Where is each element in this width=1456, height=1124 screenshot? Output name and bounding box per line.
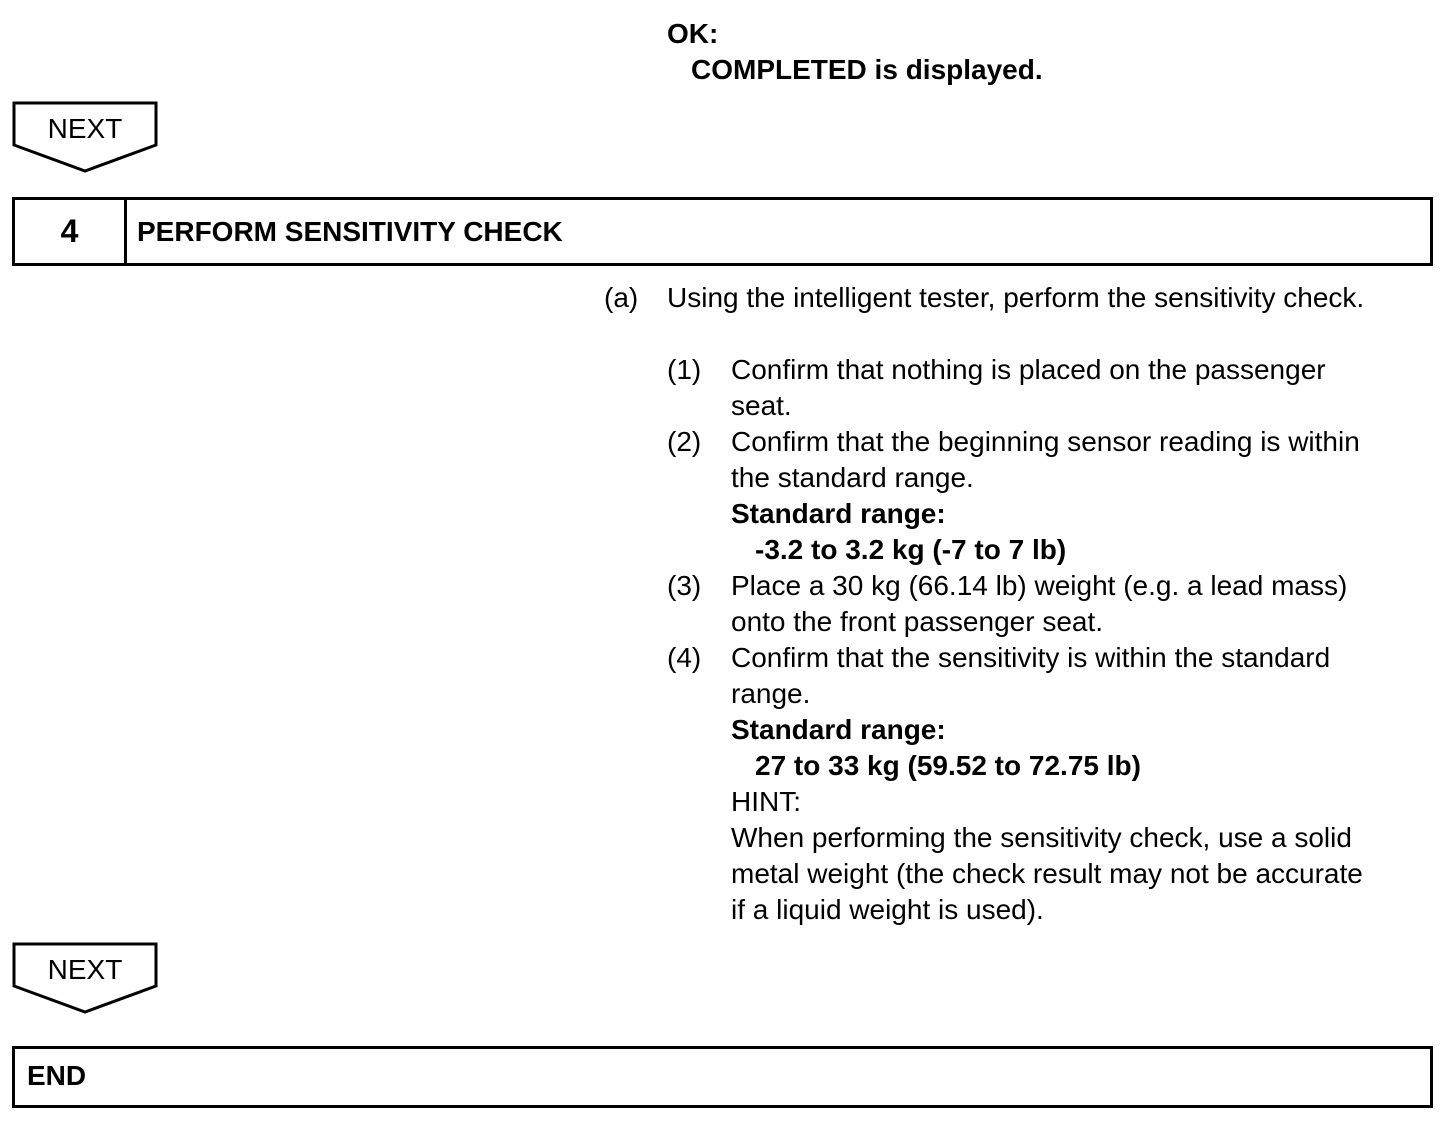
- substep-line: onto the front passenger seat.: [731, 606, 1104, 637]
- next-button-label: NEXT: [47, 954, 123, 985]
- substep-line: Confirm that the beginning sensor reading is within: [731, 426, 1360, 457]
- substep-marker: (2): [667, 426, 702, 457]
- standard-range-value: 27 to 33 kg (59.52 to 72.75 lb): [755, 750, 1141, 781]
- substep-line: Confirm that the sensitivity is within the standard: [731, 642, 1331, 673]
- step-title: PERFORM SENSITIVITY CHECK: [137, 216, 563, 247]
- substep-marker: (4): [667, 642, 702, 673]
- hint-line: if a liquid weight is used).: [731, 894, 1044, 925]
- standard-range-label: Standard range:: [731, 498, 946, 529]
- standard-range-value: -3.2 to 3.2 kg (-7 to 7 lb): [755, 534, 1067, 565]
- next-button-label: NEXT: [47, 113, 123, 144]
- ok-label: OK:: [667, 18, 719, 49]
- substep-line: Place a 30 kg (66.14 lb) weight (e.g. a lead mass): [731, 570, 1348, 601]
- ok-result-text: COMPLETED is displayed.: [691, 54, 1043, 85]
- end-label: END: [27, 1060, 87, 1091]
- standard-range-label: Standard range:: [731, 714, 946, 745]
- step-header: [12, 197, 1433, 266]
- substep-line: the standard range.: [731, 462, 974, 493]
- hint-line: metal weight (the check result may not be accurate: [731, 858, 1363, 889]
- next-button[interactable]: [12, 942, 158, 1014]
- substep-marker: (1): [667, 354, 702, 385]
- substep-marker: (3): [667, 570, 702, 601]
- next-button[interactable]: [12, 101, 158, 173]
- end-box: [12, 1046, 1433, 1108]
- substep-line: range.: [731, 678, 811, 709]
- substep-line: Confirm that nothing is placed on the passenger: [731, 354, 1326, 385]
- hint-label: HINT:: [731, 786, 801, 817]
- instruction-a-text: Using the intelligent tester, perform the sensitivity check.: [667, 282, 1365, 313]
- step-number: 4: [15, 200, 127, 263]
- instruction-a-marker: (a): [604, 282, 639, 313]
- hint-line: When performing the sensitivity check, use a solid: [731, 822, 1352, 853]
- substep-line: seat.: [731, 390, 792, 421]
